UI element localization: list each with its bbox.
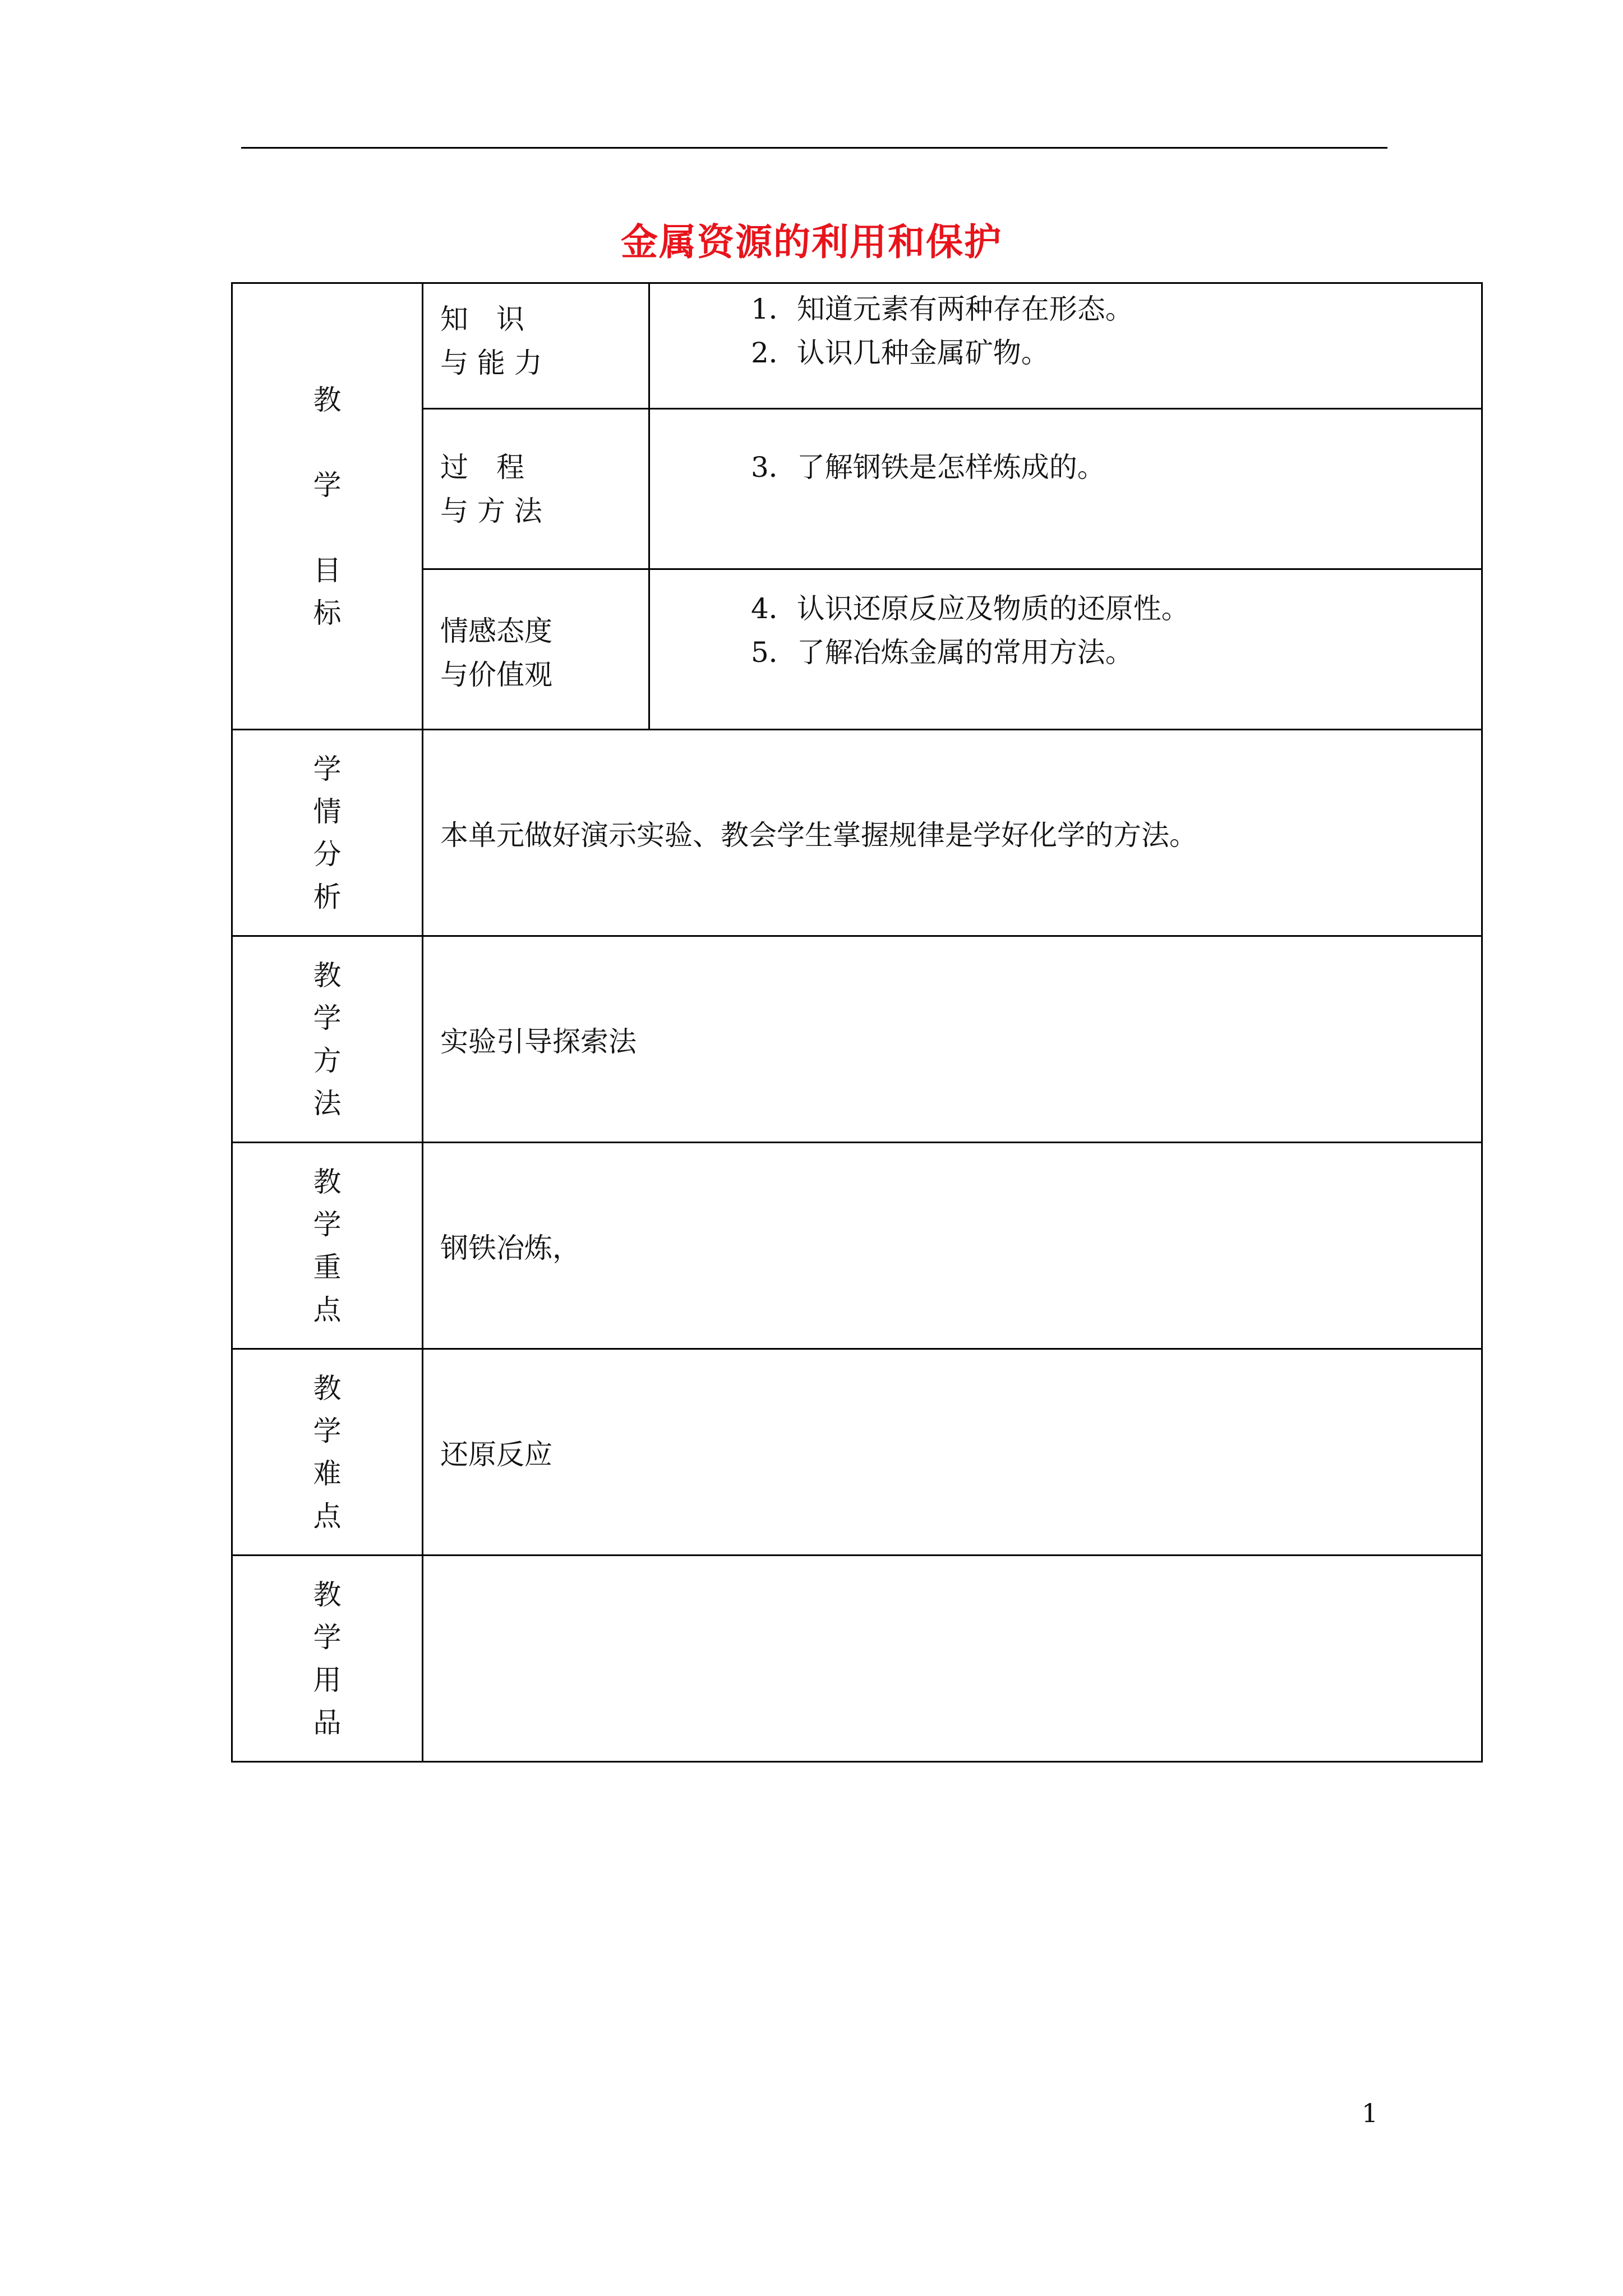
section-content: [423, 1556, 1482, 1762]
section-label-char: 法: [313, 1087, 342, 1120]
goals-label: [232, 283, 423, 730]
section-label-char: 教: [313, 1372, 342, 1405]
section-label-char: 分: [313, 838, 342, 871]
goal-category-knowledge: [423, 283, 649, 409]
section-label-char: 学: [313, 1208, 342, 1241]
goal-category-line: 与 能 力: [440, 347, 542, 379]
goal-items-knowledge: [649, 283, 1482, 409]
section-label-char: 品: [313, 1706, 342, 1739]
page-number: 1: [1362, 2098, 1378, 2128]
section-label-char: 学: [313, 752, 342, 785]
section-content: 实验引导探索法: [423, 936, 1482, 1143]
section-label: [232, 1143, 423, 1349]
goals-label-char: 目: [313, 554, 342, 587]
goal-row-knowledge: [232, 283, 1482, 409]
section-label: [232, 730, 423, 936]
goal-items-attitude: [649, 569, 1482, 730]
section-label-char: 方: [313, 1044, 342, 1077]
goal-items-process: [649, 409, 1482, 569]
section-row-student-analysis: [232, 730, 1482, 936]
section-label-char: 点: [313, 1293, 342, 1326]
section-label-char: 教: [313, 1165, 342, 1198]
section-label-char: 难: [313, 1457, 342, 1490]
goal-item: 5．了解冶炼金属的常用方法。: [751, 636, 1133, 669]
section-label: [232, 1349, 423, 1556]
section-label-char: 点: [313, 1499, 342, 1533]
section-content: 本单元做好演示实验、教会学生掌握规律是学好化学的方法。: [423, 730, 1482, 936]
goal-item: 3．了解钢铁是怎样炼成的。: [751, 451, 1105, 484]
goal-category-line: 与 方 法: [440, 495, 542, 527]
section-label: [232, 936, 423, 1143]
section-label-char: 教: [313, 1578, 342, 1611]
goal-category-line: 情感态度: [440, 615, 552, 647]
goal-category-line: 与价值观: [440, 659, 552, 691]
section-row-method: [232, 936, 1482, 1143]
goal-category-attitude: [423, 569, 649, 730]
goal-category-line: 知 识: [440, 303, 524, 335]
page-title: 金属资源的利用和保护: [621, 220, 1002, 264]
section-label: [232, 1556, 423, 1762]
section-row-difficulties: [232, 1349, 1482, 1556]
goal-item: 2．认识几种金属矿物。: [751, 337, 1049, 369]
lesson-plan-table: [231, 282, 1483, 1763]
section-label-char: 学: [313, 1414, 342, 1447]
goal-category-line: 过 程: [440, 451, 524, 484]
section-label-char: 用: [313, 1663, 342, 1696]
section-label-char: 重: [313, 1250, 342, 1283]
goals-label-char: 教: [313, 383, 342, 416]
section-row-materials: [232, 1556, 1482, 1762]
header-rule: [241, 147, 1387, 149]
goal-item: 1．知道元素有两种存在形态。: [751, 293, 1133, 325]
goal-category-process: [423, 409, 649, 569]
goals-label-char: 学: [313, 468, 342, 501]
goal-item: 4．认识还原反应及物质的还原性。: [751, 592, 1189, 625]
section-label-char: 教: [313, 959, 342, 992]
section-content: 钢铁冶炼，: [423, 1143, 1482, 1349]
section-label-char: 情: [313, 795, 342, 828]
section-label-char: 学: [313, 1001, 342, 1034]
goals-label-char: 标: [313, 596, 342, 629]
section-label-char: 学: [313, 1621, 342, 1654]
section-label-char: 析: [313, 880, 342, 913]
section-content: 还原反应: [423, 1349, 1482, 1556]
section-row-key-points: [232, 1143, 1482, 1349]
